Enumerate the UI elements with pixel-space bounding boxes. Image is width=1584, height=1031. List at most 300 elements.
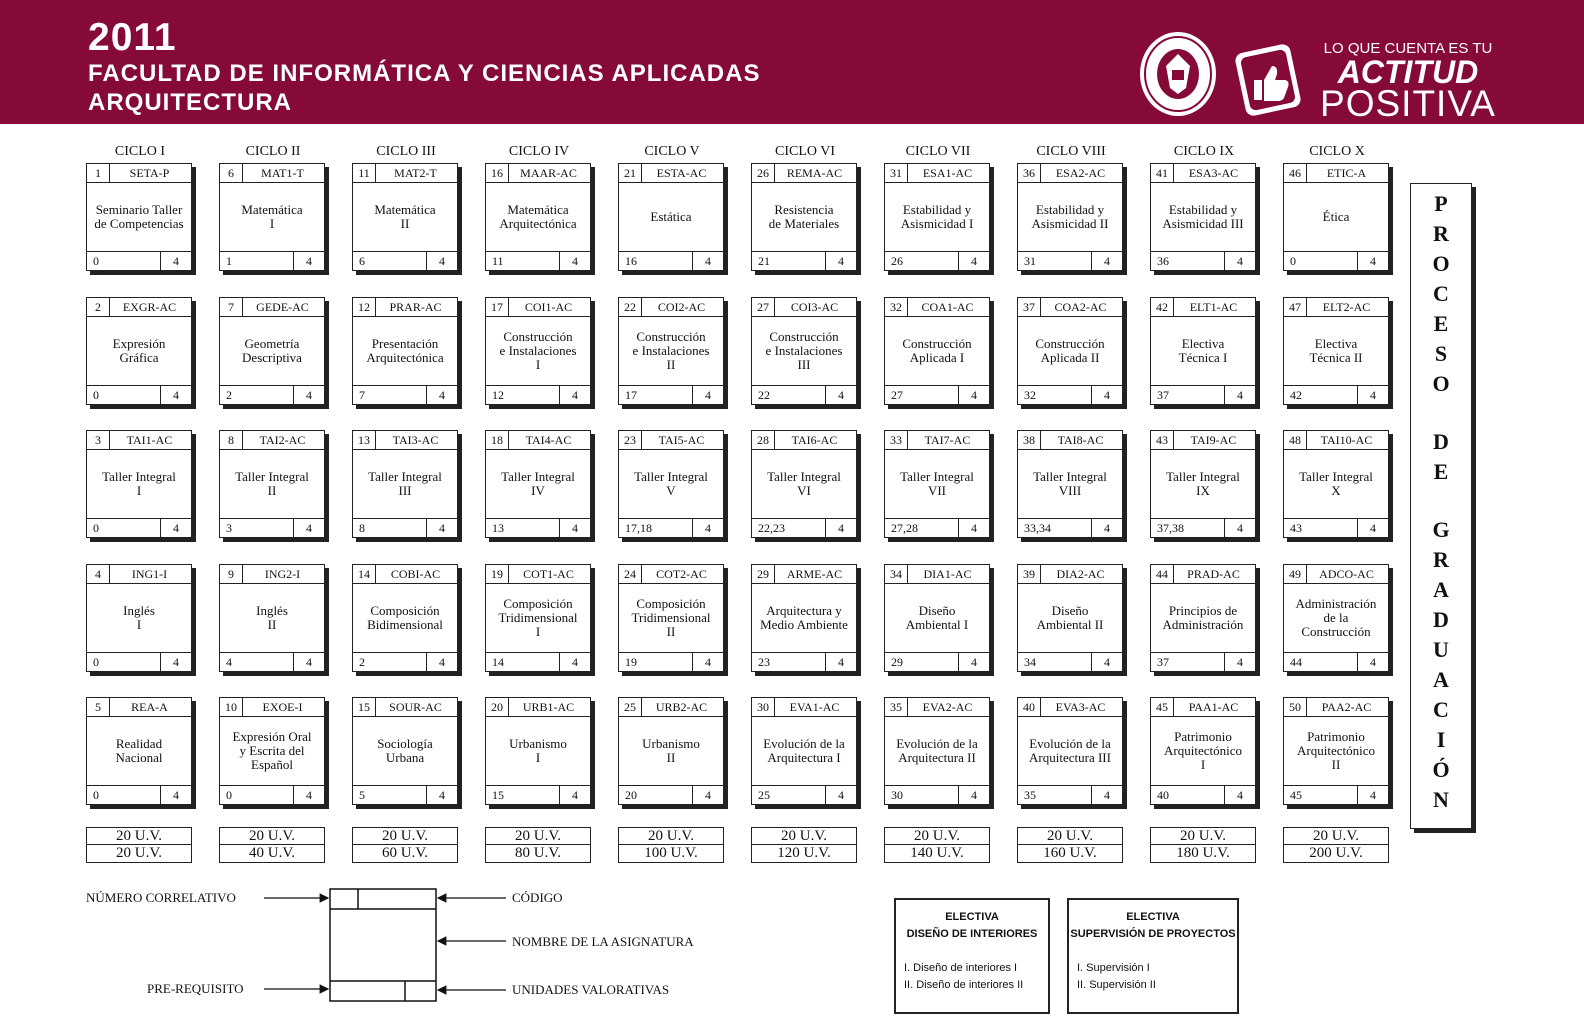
course-footer xyxy=(752,251,856,270)
course-units: 4 xyxy=(692,386,723,404)
course-name-line: X xyxy=(1331,483,1341,498)
cycle-units: 20 U.V. xyxy=(382,828,428,844)
course-card xyxy=(618,697,724,805)
course-code: REMA-AC xyxy=(786,166,843,180)
course-number: 24 xyxy=(619,565,642,583)
cumulative-units: 80 U.V. xyxy=(486,844,590,861)
cycle-label: CICLO VII xyxy=(905,144,971,159)
header-banner xyxy=(0,0,1584,124)
cycle-units-summary xyxy=(219,827,325,863)
elective-item: I. Supervisión I xyxy=(1077,962,1150,974)
course-units: 4 xyxy=(293,519,324,537)
course-prerequisite: 0 xyxy=(93,388,99,402)
course-name xyxy=(1018,450,1122,518)
course-header xyxy=(1018,698,1122,717)
legend-sample-card xyxy=(330,889,436,1001)
course-units: 4 xyxy=(426,653,457,671)
course-name-line: II xyxy=(666,624,676,639)
course-prerequisite: 11 xyxy=(492,254,504,268)
course-name-line: Administración xyxy=(1295,596,1377,611)
course-footer xyxy=(1151,518,1255,537)
course-units: 4 xyxy=(958,786,989,804)
elective-list xyxy=(904,960,1023,994)
course-card xyxy=(86,163,192,271)
course-units: 4 xyxy=(160,786,191,804)
course-units: 4 xyxy=(293,252,324,270)
course-code: TAI4-AC xyxy=(525,433,572,447)
cycle-label: CICLO VI xyxy=(774,144,836,159)
course-code: SETA-P xyxy=(129,166,170,180)
course-name-line: III xyxy=(398,483,412,498)
plan-year: 2011 xyxy=(88,16,177,59)
course-name-line: Urbana xyxy=(385,750,425,765)
course-number: 14 xyxy=(353,565,376,583)
course-units: 4 xyxy=(692,252,723,270)
cumulative-units: 160 U.V. xyxy=(1018,844,1122,861)
course-number: 11 xyxy=(353,164,376,182)
course-header xyxy=(486,698,590,717)
course-name-line: I xyxy=(269,216,275,231)
course-name-line: I xyxy=(535,357,541,372)
course-units: 4 xyxy=(1224,786,1255,804)
course-units: 4 xyxy=(1357,386,1388,404)
course-prerequisite: 27 xyxy=(891,388,903,402)
legend-number-label: NÚMERO CORRELATIVO xyxy=(86,890,236,905)
course-card xyxy=(1017,430,1123,538)
course-units: 4 xyxy=(160,252,191,270)
course-footer xyxy=(619,385,723,404)
course-header xyxy=(486,431,590,450)
course-code: DIA2-AC xyxy=(1056,567,1105,581)
course-card xyxy=(884,564,990,672)
course-card xyxy=(1150,697,1256,805)
course-code: DIA1-AC xyxy=(923,567,972,581)
course-header xyxy=(1151,164,1255,183)
course-units: 4 xyxy=(692,653,723,671)
course-footer xyxy=(486,518,590,537)
course-name-line: Realidad xyxy=(115,736,163,751)
cycle-units-summary xyxy=(86,827,192,863)
course-name-line: Expresión Oral xyxy=(232,729,312,744)
cumulative-units: 20 U.V. xyxy=(87,844,191,861)
course-number: 29 xyxy=(752,565,775,583)
course-header xyxy=(619,565,723,584)
course-code: ETIC-A xyxy=(1326,166,1367,180)
course-name-line: Asismicidad III xyxy=(1162,216,1244,231)
course-name-line: V xyxy=(666,483,676,498)
course-name-line: Medio Ambiente xyxy=(760,617,848,632)
course-header xyxy=(1284,164,1388,183)
graduation-letter: P xyxy=(1434,191,1448,216)
course-name-line: I xyxy=(136,617,142,632)
course-number: 4 xyxy=(87,565,110,583)
course-units: 4 xyxy=(825,519,856,537)
course-header xyxy=(752,431,856,450)
course-header xyxy=(885,698,989,717)
course-number: 21 xyxy=(619,164,642,182)
course-footer xyxy=(353,251,457,270)
course-name-line: Construcción xyxy=(503,329,573,344)
course-footer xyxy=(752,385,856,404)
course-name xyxy=(220,450,324,518)
graduation-letter: I xyxy=(1436,727,1446,752)
course-units: 4 xyxy=(426,252,457,270)
course-units: 4 xyxy=(825,386,856,404)
course-card xyxy=(86,430,192,538)
course-footer xyxy=(1151,652,1255,671)
course-prerequisite: 40 xyxy=(1157,788,1169,802)
course-name-line: Español xyxy=(251,757,293,772)
course-name xyxy=(1018,183,1122,251)
course-prerequisite: 43 xyxy=(1290,521,1302,535)
course-name-line: Electiva xyxy=(1314,336,1358,351)
course-card xyxy=(618,297,724,405)
cycle-units: 20 U.V. xyxy=(648,828,694,844)
course-number: 33 xyxy=(885,431,908,449)
course-footer xyxy=(87,251,191,270)
course-number: 32 xyxy=(885,298,908,316)
graduation-letter: D xyxy=(1433,607,1449,632)
course-header xyxy=(353,698,457,717)
course-prerequisite: 37,38 xyxy=(1157,521,1184,535)
cycle-units-summary xyxy=(1283,827,1389,863)
course-name-line: I xyxy=(535,750,541,765)
legend-prereq-label: PRE-REQUISITO xyxy=(147,981,244,996)
course-number: 9 xyxy=(220,565,243,583)
course-header xyxy=(220,565,324,584)
course-name-line: Construcción xyxy=(902,336,972,351)
course-header xyxy=(1018,164,1122,183)
course-prerequisite: 0 xyxy=(93,788,99,802)
course-number: 44 xyxy=(1151,565,1174,583)
course-number: 36 xyxy=(1018,164,1041,182)
course-name xyxy=(885,584,989,652)
course-prerequisite: 6 xyxy=(359,254,365,268)
course-name xyxy=(619,584,723,652)
course-footer xyxy=(486,652,590,671)
course-card xyxy=(485,163,591,271)
cumulative-units: 60 U.V. xyxy=(353,844,457,861)
course-name-line: de Materiales xyxy=(768,216,840,231)
course-card xyxy=(1283,163,1389,271)
course-name-line: Seminario Taller xyxy=(95,202,183,217)
course-name xyxy=(1284,717,1388,785)
course-name-line: Tridimensional xyxy=(498,610,578,625)
course-name-line: Descriptiva xyxy=(242,350,302,365)
course-code: ELT1-AC xyxy=(1189,300,1238,314)
cycle-label: CICLO I xyxy=(114,144,166,159)
legend-code-label: CÓDIGO xyxy=(512,890,563,905)
course-header xyxy=(353,431,457,450)
course-units: 4 xyxy=(1224,252,1255,270)
elective-item: I. Diseño de interiores I xyxy=(904,962,1018,974)
course-header xyxy=(486,565,590,584)
course-name xyxy=(486,183,590,251)
course-number: 43 xyxy=(1151,431,1174,449)
course-name-line: Tridimensional xyxy=(631,610,711,625)
course-card xyxy=(219,163,325,271)
course-card xyxy=(1150,564,1256,672)
course-footer xyxy=(353,518,457,537)
course-name xyxy=(220,717,324,785)
thumbs-up-icon xyxy=(1232,40,1304,120)
course-name-line: Construcción xyxy=(636,329,706,344)
course-name-line: Evolución de la xyxy=(1029,736,1111,751)
course-name-line: I xyxy=(535,624,541,639)
course-card xyxy=(1283,297,1389,405)
course-name xyxy=(220,317,324,385)
elective-item: II. Diseño de interiores II xyxy=(904,979,1024,991)
course-card xyxy=(1150,163,1256,271)
course-name-line: y Escrita del xyxy=(239,743,305,758)
graduation-letter: R xyxy=(1433,547,1449,572)
course-header xyxy=(353,164,457,183)
course-card xyxy=(352,297,458,405)
course-header xyxy=(1018,565,1122,584)
course-name-line: Arquitectura III xyxy=(1029,750,1111,765)
course-code: COI1-AC xyxy=(524,300,573,314)
course-name xyxy=(87,317,191,385)
elective-item: II. Supervisión II xyxy=(1077,979,1156,991)
cycle-units-summary xyxy=(618,827,724,863)
course-code: ING1-I xyxy=(131,567,168,581)
course-footer xyxy=(353,785,457,804)
slogan-actitud: ACTITUD xyxy=(1337,54,1479,90)
course-code: MAT2-T xyxy=(394,166,437,180)
course-prerequisite: 0 xyxy=(93,254,99,268)
course-number: 40 xyxy=(1018,698,1041,716)
course-name-line: Composición xyxy=(636,596,706,611)
course-footer xyxy=(87,385,191,404)
course-name-line: Taller Integral xyxy=(501,469,575,484)
cycle-units: 20 U.V. xyxy=(515,828,561,844)
course-code: TAI9-AC xyxy=(1190,433,1237,447)
course-prerequisite: 25 xyxy=(758,788,770,802)
course-code: REA-A xyxy=(131,700,168,714)
course-footer xyxy=(220,251,324,270)
course-code: EVA1-AC xyxy=(789,700,840,714)
course-footer xyxy=(220,385,324,404)
course-footer xyxy=(486,251,590,270)
course-footer xyxy=(1018,652,1122,671)
course-number: 13 xyxy=(353,431,376,449)
course-header xyxy=(87,431,191,450)
course-header xyxy=(353,298,457,317)
course-name-line: Ética xyxy=(1322,209,1350,224)
course-footer xyxy=(220,652,324,671)
course-footer xyxy=(1151,785,1255,804)
graduation-letter: A xyxy=(1433,577,1449,602)
course-name-line: Taller Integral xyxy=(767,469,841,484)
elective-title: ELECTIVA SUPERVISIÓN DE PROYECTOS xyxy=(1070,911,1236,940)
course-header xyxy=(87,565,191,584)
course-name xyxy=(752,450,856,518)
course-number: 47 xyxy=(1284,298,1307,316)
course-name xyxy=(1284,183,1388,251)
course-units: 4 xyxy=(1224,653,1255,671)
graduation-letter: E xyxy=(1433,459,1449,484)
course-header xyxy=(220,298,324,317)
course-name-line: Gráfica xyxy=(119,350,159,365)
course-footer xyxy=(1284,251,1388,270)
course-code: TAI2-AC xyxy=(259,433,306,447)
course-number: 18 xyxy=(486,431,509,449)
course-name xyxy=(87,450,191,518)
course-number: 46 xyxy=(1284,164,1307,182)
cycle-units: 20 U.V. xyxy=(1313,828,1359,844)
course-card xyxy=(1017,297,1123,405)
university-seal-logo xyxy=(1138,30,1218,118)
course-prerequisite: 0 xyxy=(1290,254,1296,268)
course-name-line: Composición xyxy=(370,603,440,618)
course-name-line: Construcción xyxy=(1035,336,1105,351)
course-card xyxy=(751,430,857,538)
course-footer xyxy=(619,785,723,804)
course-footer xyxy=(885,652,989,671)
course-code: COI2-AC xyxy=(657,300,706,314)
course-card xyxy=(751,564,857,672)
course-name xyxy=(1284,584,1388,652)
course-code: COA1-AC xyxy=(921,300,974,314)
course-footer xyxy=(1284,652,1388,671)
course-code: TAI3-AC xyxy=(392,433,439,447)
cumulative-units: 120 U.V. xyxy=(752,844,856,861)
course-name-line: Presentación xyxy=(371,336,439,351)
legend-uv-label: UNIDADES VALORATIVAS xyxy=(512,982,670,997)
course-name xyxy=(353,450,457,518)
course-name xyxy=(1151,183,1255,251)
course-header xyxy=(486,298,590,317)
course-number: 37 xyxy=(1018,298,1041,316)
cycle-units: 20 U.V. xyxy=(914,828,960,844)
course-number: 49 xyxy=(1284,565,1307,583)
course-units: 4 xyxy=(1091,786,1122,804)
course-units: 4 xyxy=(293,786,324,804)
course-code: COT1-AC xyxy=(523,567,574,581)
course-footer xyxy=(619,251,723,270)
course-header xyxy=(353,565,457,584)
course-prerequisite: 31 xyxy=(1024,254,1036,268)
course-code: ESTA-AC xyxy=(656,166,707,180)
course-number: 31 xyxy=(885,164,908,182)
course-name-line: Taller Integral xyxy=(1166,469,1240,484)
course-code: TAI5-AC xyxy=(658,433,705,447)
course-code: MAAR-AC xyxy=(520,166,577,180)
course-footer xyxy=(752,518,856,537)
course-card xyxy=(1283,697,1389,805)
course-units: 4 xyxy=(559,786,590,804)
course-number: 10 xyxy=(220,698,243,716)
cycle-label: CICLO X xyxy=(1309,144,1365,159)
course-name xyxy=(885,717,989,785)
course-units: 4 xyxy=(825,653,856,671)
course-card xyxy=(1150,430,1256,538)
course-units: 4 xyxy=(426,519,457,537)
course-name xyxy=(752,584,856,652)
cycle-units-summary xyxy=(485,827,591,863)
course-name xyxy=(619,317,723,385)
course-code: PAA2-AC xyxy=(1321,700,1372,714)
course-number: 25 xyxy=(619,698,642,716)
course-prerequisite: 37 xyxy=(1157,388,1169,402)
course-name-line: Diseño xyxy=(918,603,956,618)
course-name-line: Estabilidad y xyxy=(902,202,972,217)
course-card xyxy=(1283,564,1389,672)
course-prerequisite: 21 xyxy=(758,254,770,268)
course-prerequisite: 34 xyxy=(1024,655,1036,669)
course-name-line: II xyxy=(666,357,676,372)
elective-box-interior-design xyxy=(894,898,1050,1014)
course-code: TAI10-AC xyxy=(1320,433,1373,447)
faculty-title: FACULTAD DE INFORMÁTICA Y CIENCIAS APLICADAS xyxy=(88,60,761,87)
course-prerequisite: 44 xyxy=(1290,655,1302,669)
cycle-label: CICLO II xyxy=(245,144,301,159)
cycle-units: 20 U.V. xyxy=(1047,828,1093,844)
course-prerequisite: 20 xyxy=(625,788,637,802)
course-name xyxy=(1151,717,1255,785)
course-code: ARME-AC xyxy=(786,567,843,581)
course-name-line: Arquitectónica xyxy=(366,350,444,365)
course-header xyxy=(752,565,856,584)
course-units: 4 xyxy=(559,653,590,671)
legend-name-label: NOMBRE DE LA ASIGNATURA xyxy=(512,934,694,949)
course-name-line: Estabilidad y xyxy=(1168,202,1238,217)
course-card xyxy=(884,697,990,805)
course-name xyxy=(1284,450,1388,518)
course-name-line: de Competencias xyxy=(94,216,184,231)
graduation-letter: A xyxy=(1433,667,1449,692)
course-header xyxy=(87,698,191,717)
course-code: TAI1-AC xyxy=(126,433,173,447)
course-units: 4 xyxy=(1224,519,1255,537)
course-name xyxy=(87,717,191,785)
course-name-line: Inglés xyxy=(256,603,288,618)
course-footer xyxy=(885,785,989,804)
career-title: ARQUITECTURA xyxy=(88,89,292,116)
course-name xyxy=(353,317,457,385)
course-header xyxy=(1284,298,1388,317)
course-name-line: Arquitectónico xyxy=(1164,743,1242,758)
cycle-label: CICLO IX xyxy=(1173,144,1235,159)
course-units: 4 xyxy=(1091,252,1122,270)
course-card xyxy=(219,564,325,672)
course-prerequisite: 1 xyxy=(226,254,232,268)
course-number: 27 xyxy=(752,298,775,316)
course-prerequisite: 4 xyxy=(226,655,232,669)
course-number: 17 xyxy=(486,298,509,316)
course-code: URB1-AC xyxy=(522,700,575,714)
course-name-line: Urbanismo xyxy=(642,736,700,751)
course-header xyxy=(885,164,989,183)
course-name xyxy=(486,450,590,518)
course-name-line: Construcción xyxy=(1301,624,1371,639)
course-card xyxy=(86,697,192,805)
course-header xyxy=(885,565,989,584)
course-header xyxy=(1284,565,1388,584)
course-name-line: Evolución de la xyxy=(896,736,978,751)
course-header xyxy=(619,431,723,450)
course-code: ADCO-AC xyxy=(1319,567,1374,581)
course-header xyxy=(1151,565,1255,584)
course-units: 4 xyxy=(958,653,989,671)
course-prerequisite: 27,28 xyxy=(891,521,918,535)
course-footer xyxy=(486,785,590,804)
cycle-units-summary xyxy=(1017,827,1123,863)
course-prerequisite: 33,34 xyxy=(1024,521,1051,535)
course-card xyxy=(1283,430,1389,538)
course-number: 35 xyxy=(885,698,908,716)
course-name-line: Taller Integral xyxy=(1033,469,1107,484)
